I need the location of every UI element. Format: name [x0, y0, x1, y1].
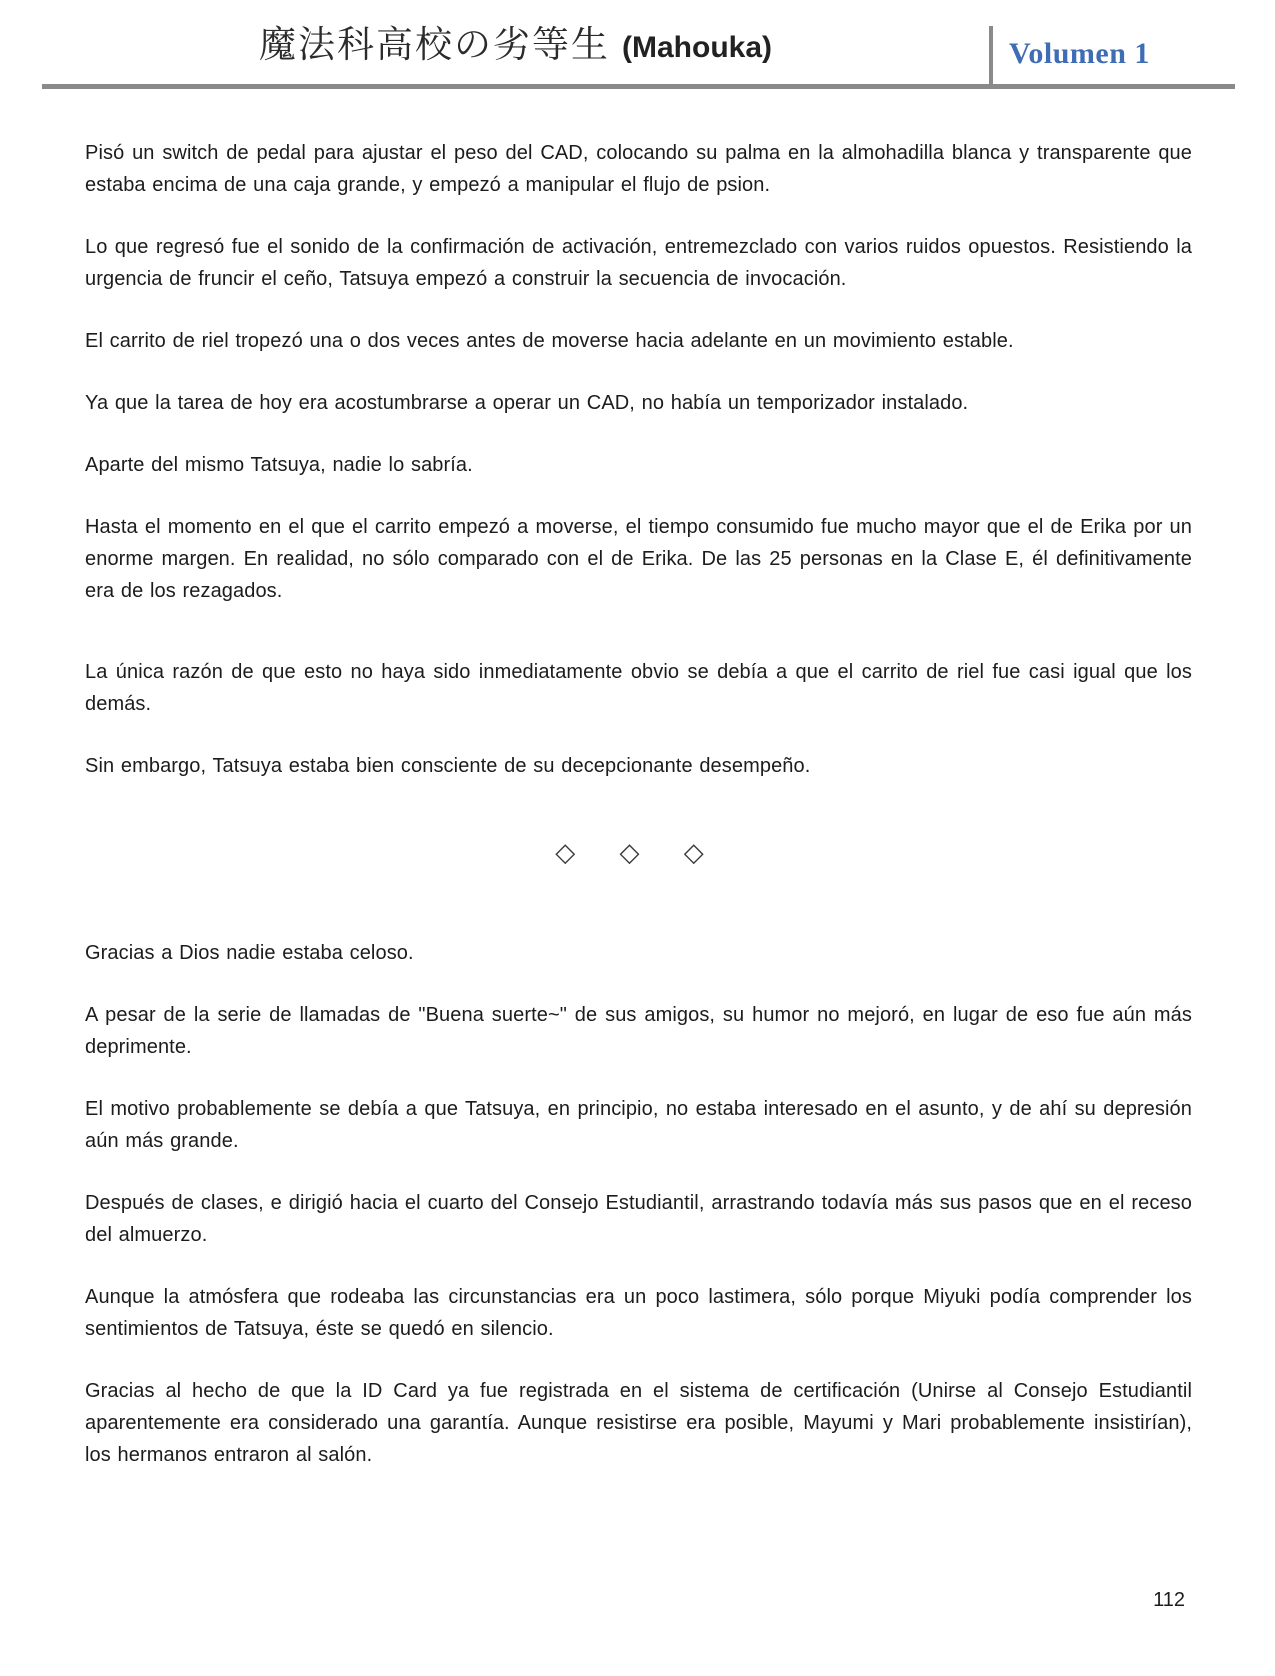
document-body: [85, 137, 1192, 1471]
paragraph: Hasta el momento en el que el carrito empezó a moverse, el tiempo consumido fue mucho mayor que el de Erika por un enorme margen. En realidad, no sólo comparado con el de Erika. De las 25 personas en la Clase E, él definitivamente era de los rezagados.: [85, 516, 1192, 602]
title-romaji: (Mahouka): [622, 31, 772, 64]
paragraph: Después de clases, e dirigió hacia el cuarto del Consejo Estudiantil, arrastrando todavía más sus pasos que en el receso del almuerzo.: [85, 1192, 1192, 1246]
paragraph: Aparte del mismo Tatsuya, nadie lo sabría.: [85, 454, 473, 476]
page-footer: [1153, 1589, 1185, 1612]
paragraph: Gracias a Dios nadie estaba celoso.: [85, 942, 414, 964]
paragraph: El motivo probablemente se debía a que Tatsuya, en principio, no estaba interesado en el asunto, y de ahí su depresión aún más grande.: [85, 1098, 1192, 1152]
volume-label: Volumen 1: [1009, 37, 1150, 70]
paragraph: La única razón de que esto no haya sido inmediatamente obvio se debía a que el carrito de riel fue casi igual que los demás.: [85, 661, 1192, 715]
page-header: [42, 26, 1235, 89]
paragraph: Gracias al hecho de que la ID Card ya fue registrada en el sistema de certificación (Unirse al Consejo Estudiantil aparentemente era considerado una garantía. Aunque resistirse era posible, Mayumi y Mari probablemente insistirían), los hermanos entraron al salón.: [85, 1380, 1192, 1466]
paragraph: Sin embargo, Tatsuya estaba bien consciente de su decepcionante desempeño.: [85, 755, 811, 777]
section-separator: ◇ ◇ ◇: [555, 838, 722, 868]
paragraph: Pisó un switch de pedal para ajustar el peso del CAD, colocando su palma en la almohadilla blanca y transparente que estaba encima de una caja grande, y empezó a manipular el flujo de psion.: [85, 142, 1192, 196]
page-title: [42, 26, 989, 84]
title-japanese: 魔法科高校の劣等生: [259, 25, 610, 66]
paragraph: El carrito de riel tropezó una o dos veces antes de moverse hacia adelante en un movimiento estable.: [85, 330, 1014, 352]
paragraph: Aunque la atmósfera que rodeaba las circunstancias era un poco lastimera, sólo porque Miyuki podía comprender los sentimientos de Tatsuya, éste se quedó en silencio.: [85, 1286, 1192, 1340]
paragraph: Ya que la tarea de hoy era acostumbrarse a operar un CAD, no había un temporizador instalado.: [85, 392, 969, 414]
paragraph: A pesar de la serie de llamadas de "Buena suerte~" de sus amigos, su humor no mejoró, en lugar de eso fue aún más deprimente.: [85, 1004, 1192, 1058]
paragraph: Lo que regresó fue el sonido de la confirmación de activación, entremezclado con varios ruidos opuestos. Resistiendo la urgencia de fruncir el ceño, Tatsuya empezó a construir la secuencia de invocación.: [85, 236, 1192, 290]
document-page: [0, 26, 1275, 1676]
volume-cell: [989, 26, 1235, 84]
page-number: 112: [1153, 1589, 1185, 1611]
